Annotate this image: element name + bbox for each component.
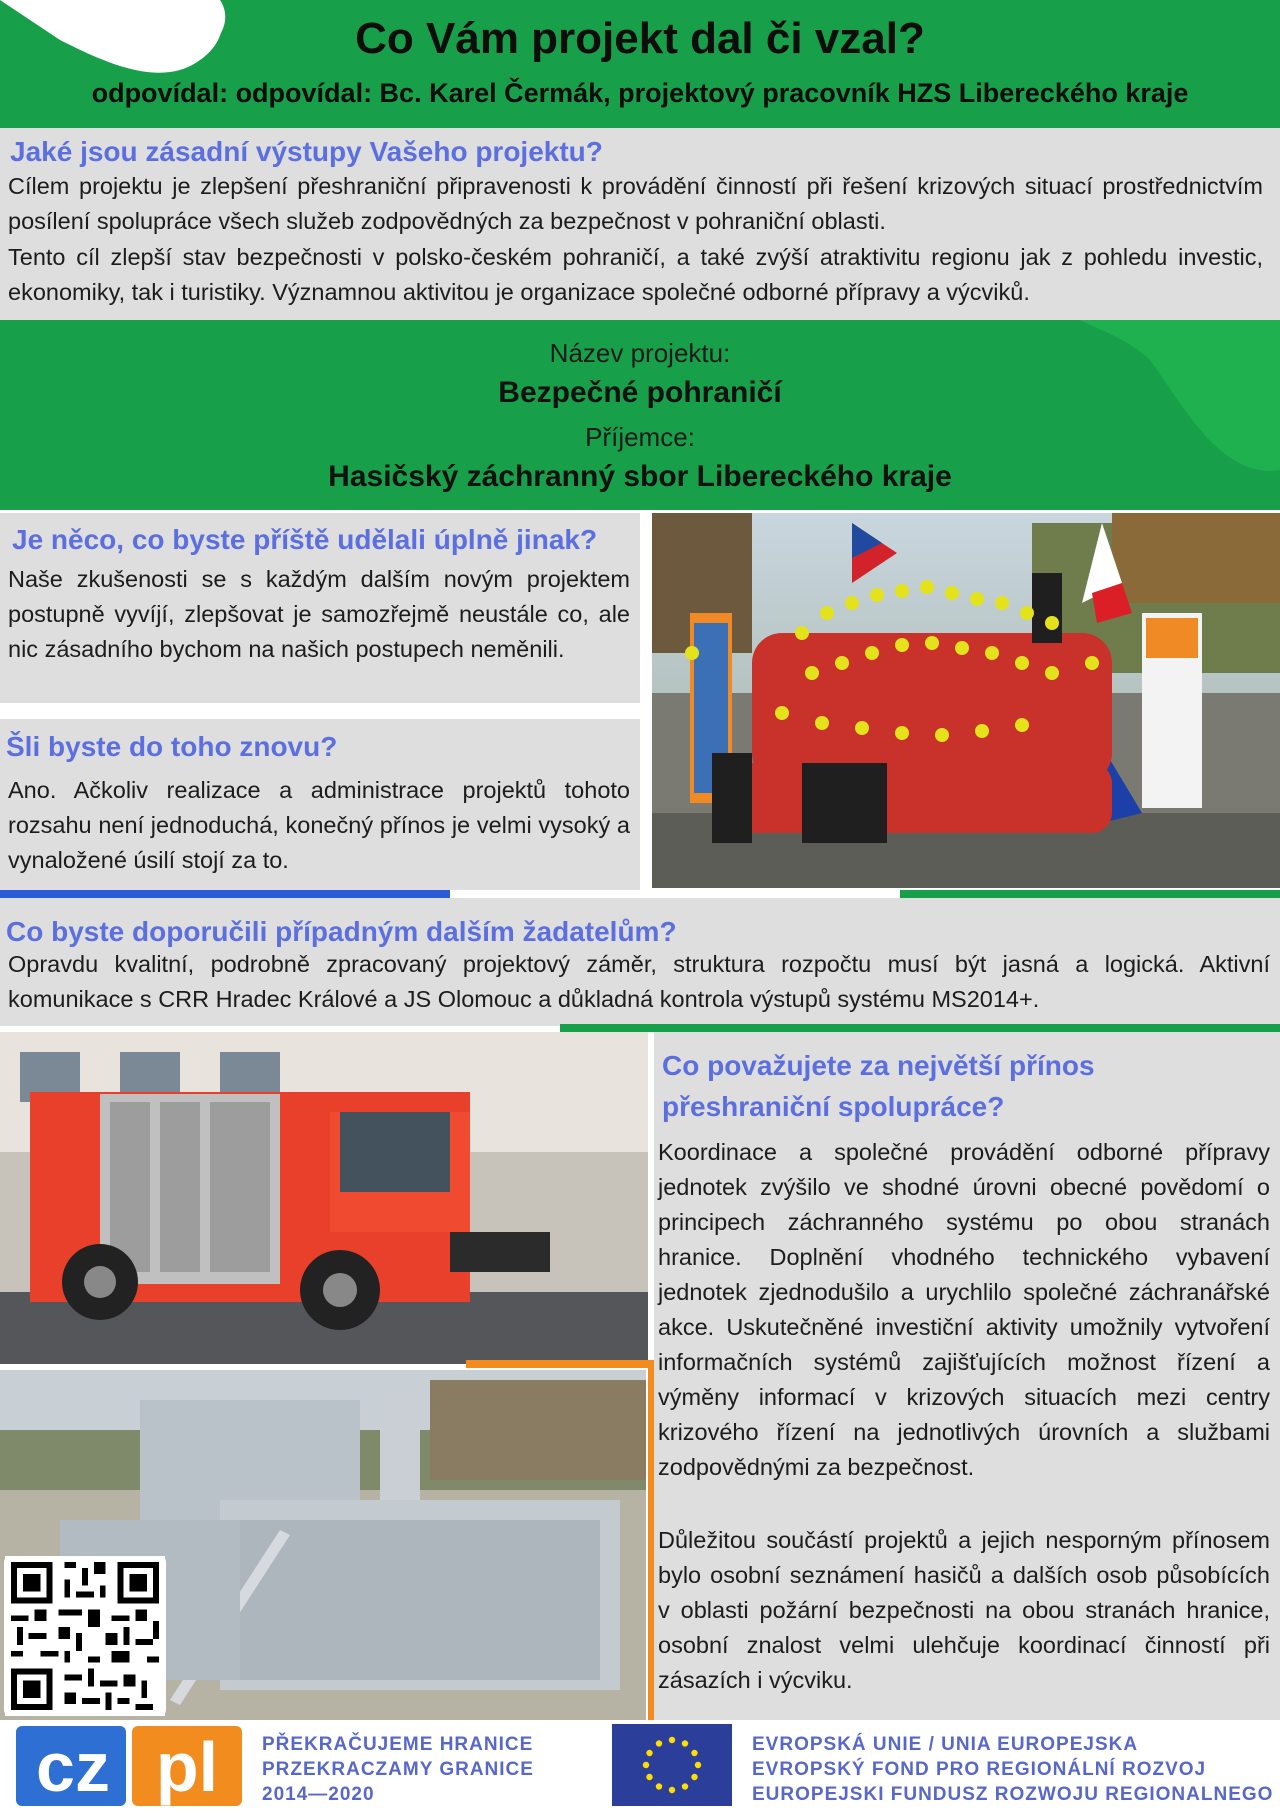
q5-question-line2: přeshraniční spolupráce? bbox=[662, 1091, 1005, 1122]
q3-question: Šli byste do toho znovu? bbox=[6, 731, 338, 762]
q2-question: Je něco, co byste příště udělali úplně jinak? bbox=[12, 524, 598, 555]
divider-green bbox=[900, 890, 1280, 898]
program-line-2: PRZEKRACZAMY GRANICE bbox=[262, 1759, 534, 1780]
program-line-1: PŘEKRAČUJEME HRANICE bbox=[262, 1734, 534, 1755]
project-name-label: Název projektu: bbox=[549, 338, 731, 368]
czpl-logo-pl: pl bbox=[155, 1728, 219, 1806]
divider-blue bbox=[0, 890, 450, 898]
team-photo bbox=[652, 513, 1280, 888]
page-title: Co Vám projekt dal či vzal? bbox=[355, 14, 925, 63]
qr-code-icon[interactable] bbox=[4, 1556, 166, 1716]
czpl-logo-cz: cz bbox=[36, 1728, 110, 1806]
page-subtitle: odpovídal: odpovídal: Bc. Karel Čermák, projektový pracovník HZS Libereckého kraje bbox=[91, 78, 1189, 108]
q5-question-line1: Co považujete za největší přínos bbox=[662, 1050, 1095, 1081]
q4-question: Co byste doporučili případným dalším žadatelům? bbox=[6, 916, 677, 947]
q3-answer: Ano. Ačkoliv realizace a administrace projektů tohoto rozsahu není jednoduchá, konečný přínos je velmi vysoký a vynaložené úsilí stojí za to. bbox=[8, 777, 630, 873]
q2-q3-gap bbox=[0, 703, 640, 719]
q2-answer: Naše zkušenosti se s každým dalším novým projektem postupně vyvíjí, zlepšovat je samozřejmě neustále co, ale nic zásadního bychom na našich postupech neměnili. bbox=[8, 566, 630, 662]
project-name: Bezpečné pohraničí bbox=[498, 376, 782, 409]
q1-answer-1: Cílem projektu je zlepšení přeshraniční připravenosti k provádění činností při řešení krizových situací prostřednictvím posílení spolupráce všech služeb zodpovědných za bezpečnost v pohraniční oblasti. bbox=[8, 173, 1263, 234]
q5-answer-1: Koordinace a společné provádění odborné přípravy jednotek zvýšilo ve shodné úrovni obecné povědomí o principech záchranného systému po obou stranách hranice. Doplnění vhodného technického vybavení jednotek zjednodušilo a urychlilo společné záchranářské akce. Uskutečněné investiční aktivity umožnily vytvoření informačních systémů zajišťujících možnost řízení a výměny informací v krizových situacích mezi centry krizového řízení na jednotlivých úrovních a službami zodpovědnými za bezpečnost. bbox=[658, 1139, 1270, 1480]
eu-flag-icon bbox=[612, 1724, 732, 1806]
divider-green-2 bbox=[560, 1024, 1280, 1032]
eu-line-1: EVROPSKÁ UNIE / UNIA EUROPEJSKA bbox=[752, 1734, 1139, 1755]
recipient-name: Hasičský záchranný sbor Libereckého kraje bbox=[328, 460, 952, 493]
eu-line-3: EUROPEJSKI FUNDUSZ ROZWOJU REGIONALNEGO bbox=[752, 1784, 1274, 1805]
fire-truck-photo bbox=[0, 1032, 648, 1364]
program-line-3: 2014—2020 bbox=[262, 1784, 375, 1805]
q5-answer-2: Důležitou součástí projektů a jejich nesporným přínosem bylo osobní seznámení hasičů a dalších osob působících v oblasti požární bezpečnosti na obou stranách hranice, osobní znalost velmi ulehčuje koordinací činností při zásazích i výcviku. bbox=[658, 1527, 1270, 1693]
accent-orange-horizontal bbox=[466, 1360, 656, 1368]
recipient-label: Příjemce: bbox=[585, 422, 695, 452]
eu-line-2: EVROPSKÝ FOND PRO REGIONÁLNÍ ROZVOJ bbox=[752, 1759, 1207, 1780]
q1-answer-2: Tento cíl zlepší stav bezpečnosti v polsko-českém pohraničí, a také zvýší atraktivitu regionu jak z pohledu investic, ekonomiky, tak i turistiky. Významnou aktivitou je organizace společné odborné přípravy a výcviků. bbox=[8, 244, 1263, 305]
q4-answer: Opravdu kvalitní, podrobně zpracovaný projektový záměr, struktura rozpočtu musí být jasná a logická. Aktivní komunikace s CRR Hradec Králové a JS Olomouc a důkladná kontrola výstupů systému MS2014+. bbox=[8, 951, 1270, 1012]
q1-question: Jaké jsou zásadní výstupy Vašeho projektu? bbox=[10, 136, 603, 167]
